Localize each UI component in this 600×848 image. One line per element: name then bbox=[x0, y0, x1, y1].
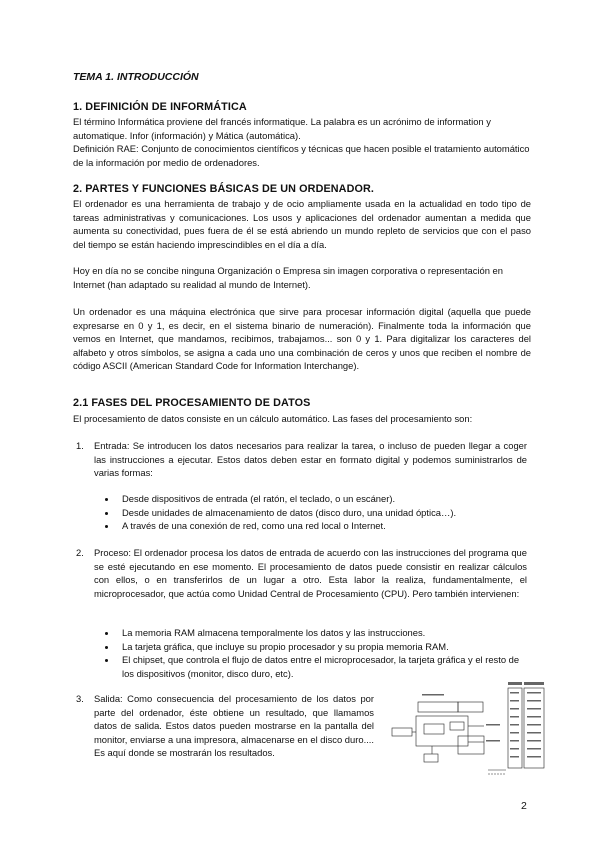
bullet-icon bbox=[105, 659, 108, 662]
bullet-icon bbox=[105, 512, 108, 515]
diagram-box bbox=[450, 722, 464, 730]
diagram-table-cell bbox=[527, 756, 541, 758]
diagram-table-cell bbox=[527, 692, 541, 694]
section-1-paragraph-2: Definición RAE: Conjunto de conocimientos científicos y técnicas que hacen posible el tratamiento automático de la información por medio de ordenadores. bbox=[73, 143, 530, 168]
diagram-table-cell bbox=[527, 740, 541, 742]
section-1-heading: 1. DEFINICIÓN DE INFORMÁTICA bbox=[73, 101, 247, 113]
diagram-table-cell bbox=[510, 732, 519, 734]
list-number-1: 1. bbox=[76, 440, 84, 451]
diagram-table-cell bbox=[527, 732, 541, 734]
list-number-2: 2. bbox=[76, 547, 84, 558]
document-title: TEMA 1. INTRODUCCIÓN bbox=[73, 71, 199, 83]
bullet-icon bbox=[105, 646, 108, 649]
diagram-box bbox=[458, 702, 483, 712]
diagram-table-header bbox=[508, 682, 522, 685]
page-number: 2 bbox=[521, 800, 527, 812]
section-2-paragraph-3: Un ordenador es una máquina electrónica que sirve para procesar información digital (aquella que puede expresarse en 0 y 1, es decir, en el sistema binario de numeración). Finalmente toda la información que vemos en Internet, que mandamos, recibimos, trabajamos... son 0 y 1. Para digitalizar los caracteres del alfabeto y otros símbolos, se asigna a cada uno una combinación de ceros y unos que reciben el nombre de código ASCII (American Standard Code for Information Interchange). bbox=[73, 306, 531, 371]
computer-architecture-diagram bbox=[388, 680, 548, 780]
diagram-table-cell bbox=[510, 740, 519, 742]
section-2-1-heading: 2.1 FASES DEL PROCESAMIENTO DE DATOS bbox=[73, 397, 311, 409]
diagram-table-cell bbox=[527, 700, 541, 702]
section-2-1-intro: El procesamiento de datos consiste en un cálculo automático. Las fases del procesamiento son: bbox=[73, 413, 473, 424]
section-1-paragraph-1: El término Informática proviene del francés informatique. La palabra es un acrónimo de information y automatique. Infor (información) y Mática (automática). bbox=[73, 116, 491, 141]
diagram-label bbox=[486, 724, 500, 726]
diagram-table-cell bbox=[527, 708, 541, 710]
diagram-table-cell bbox=[510, 708, 519, 710]
diagram-box bbox=[424, 754, 438, 762]
diagram-label bbox=[486, 740, 500, 742]
bullet-icon bbox=[105, 632, 108, 635]
diagram-box bbox=[418, 702, 458, 712]
bullet-item: Desde unidades de almacenamiento de datos (disco duro, una unidad óptica…). bbox=[122, 507, 457, 518]
diagram-table-cell bbox=[527, 748, 541, 750]
diagram-table-cell bbox=[510, 692, 519, 694]
section-2-heading: 2. PARTES Y FUNCIONES BÁSICAS DE UN ORDENADOR. bbox=[73, 183, 374, 195]
bullet-item: El chipset, que controla el flujo de datos entre el microprocesador, la tarjeta gráfica y el resto de los dispositivos (monitor, disco duro, etc). bbox=[122, 654, 520, 679]
bullet-item: La memoria RAM almacena temporalmente los datos y las instrucciones. bbox=[122, 627, 426, 638]
diagram-table-cell bbox=[510, 756, 519, 758]
section-2-paragraph-2: Hoy en día no se concibe ninguna Organización o Empresa sin imagen corporativa o representación en Internet (han adaptado su realidad al mundo de Internet). bbox=[73, 265, 503, 290]
list-item-salida: Salida: Como consecuencia del procesamiento de los datos por parte del ordenador, éste obtiene un resultado, que llamamos datos de salida. Estos datos pueden mostrarse en la pantalla del monitor, enviarse a una impresora, almacenarse en el disco duro.... Es aquí donde se mostrarán los resultados. bbox=[94, 693, 374, 758]
bullet-icon bbox=[105, 525, 108, 528]
bullet-icon bbox=[105, 498, 108, 501]
diagram-table-header bbox=[524, 682, 544, 685]
section-2-paragraph-1: El ordenador es una herramienta de trabajo y de ocio ampliamente usada en la actualidad en todo tipo de tareas administrativas y comunicaciones. Los usos y aplicaciones del ordenador aumentan a medida que aumenta su conectividad, pues fuera de él se está abriendo un mundo repleto de servicios que con el paso del tiempo se están haciendo imprescindibles en el día a día. bbox=[73, 198, 531, 250]
diagram-label bbox=[422, 694, 444, 696]
diagram-table-cell bbox=[510, 748, 519, 750]
bullet-item: Desde dispositivos de entrada (el ratón, el teclado, o un escáner). bbox=[122, 493, 396, 504]
diagram-box bbox=[424, 724, 444, 734]
diagram-table-cell bbox=[527, 716, 541, 718]
diagram-box bbox=[392, 728, 412, 736]
diagram-box bbox=[458, 736, 484, 754]
list-item-entrada: Entrada: Se introducen los datos necesarios para realizar la tarea, o incluso de pueden llegar a coger las instrucciones a ejecutar. Estos datos deben estar en formato digital y podemos suministrarlos de varias formas: bbox=[94, 440, 527, 478]
diagram-table-cell bbox=[510, 716, 519, 718]
diagram-table-cell bbox=[510, 724, 519, 726]
diagram-table-cell bbox=[510, 700, 519, 702]
bullet-item: A través de una conexión de red, como una red local o Internet. bbox=[122, 520, 386, 531]
list-number-3: 3. bbox=[76, 693, 84, 704]
bullet-item: La tarjeta gráfica, que incluye su propio procesador y su propia memoria RAM. bbox=[122, 641, 449, 652]
diagram-table-cell bbox=[527, 724, 541, 726]
list-item-proceso: Proceso: El ordenador procesa los datos de entrada de acuerdo con las instrucciones del programa que se esté ejecutando en ese momento. El procesamiento de datos puede consistir en realizar cálculos con ellos, o en transferirlos de un lugar a otro. Esta labor la realiza, fundamentalmente, el microprocesador, que actúa como Unidad Central de Procesamiento (CPU). Pero también intervienen: bbox=[94, 547, 527, 599]
